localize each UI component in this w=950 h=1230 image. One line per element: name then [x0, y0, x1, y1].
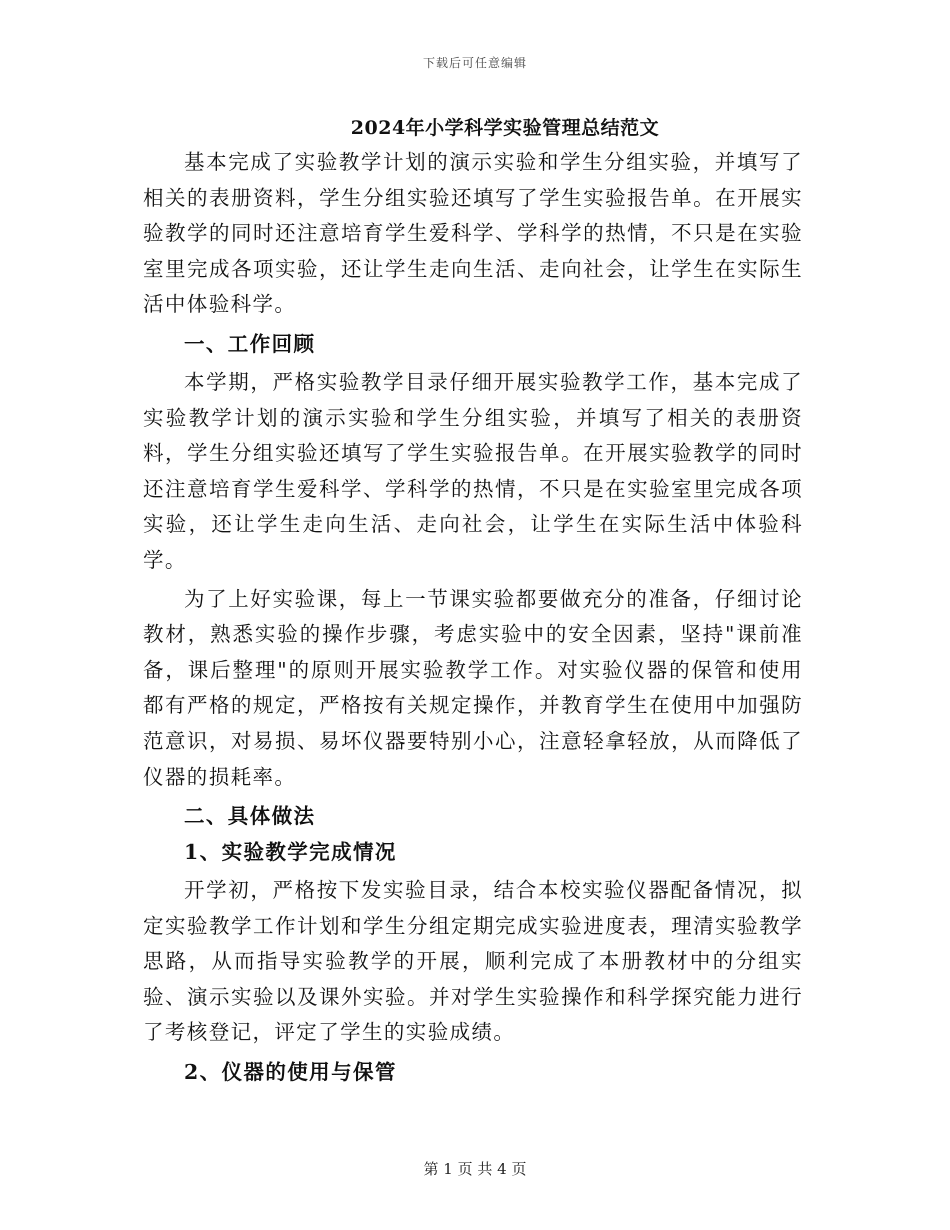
- work-review-paragraph-2: 为了上好实验课，每上一节课实验都要做充分的准备，仔细讨论教材，熟悉实验的操作步骤，考虑实验中的安全因素，坚持"课前准备，课后整理"的原则开展实验教学工作。对实验仪器的保管和使用都有严格的规定，严格按有关规定操作，并教育学生在使用中加强防范意识，对易损、易坏仪器要特别小心，注意轻拿轻放，从而降低了仪器的损耗率。: [143, 586, 803, 789]
- page-number-footer: 第 1 页 共 4 页: [423, 1160, 527, 1178]
- work-review-paragraph-1: 本学期，严格实验教学目录仔细开展实验教学工作，基本完成了实验教学计划的演示实验和学生分组实验，并填写了相关的表册资料，学生分组实验还填写了学生实验报告单。在开展实验教学的同时还注意培育学生爱科学、学科学的热情，不只是在实验室里完成各项实验，还让学生走向生活、走向社会，让学生在实际生活中体验科学。: [143, 369, 803, 572]
- intro-paragraph: 基本完成了实验教学计划的演示实验和学生分组实验，并填写了相关的表册资料，学生分组实验还填写了学生实验报告单。在开展实验教学的同时还注意培育学生爱科学、学科学的热情，不只是在实验室里完成各项实验，还让学生走向生活、走向社会，让学生在实际生活中体验科学。: [143, 150, 803, 317]
- subsection-heading-instrument-use: 2、仪器的使用与保管: [184, 1060, 397, 1085]
- section-heading-specific-methods: 二、具体做法: [184, 804, 316, 829]
- page-header-note: 下载后可任意编辑: [422, 56, 527, 70]
- subsection-heading-teaching-completion: 1、实验教学完成情况: [184, 840, 397, 865]
- section-heading-work-review: 一、工作回顾: [184, 331, 316, 356]
- teaching-completion-paragraph: 开学初，严格按下发实验目录，结合本校实验仪器配备情况，拟定实验教学工作计划和学生分组定期完成实验进度表，理清实验教学思路，从而指导实验教学的开展，顺利完成了本册教材中的分组实验、演示实验以及课外实验。并对学生实验操作和科学探究能力进行了考核登记，评定了学生的实验成绩。: [143, 878, 803, 1045]
- document-title: 2024年小学科学实验管理总结范文: [350, 117, 660, 139]
- document-body: [143, 145, 803, 1093]
